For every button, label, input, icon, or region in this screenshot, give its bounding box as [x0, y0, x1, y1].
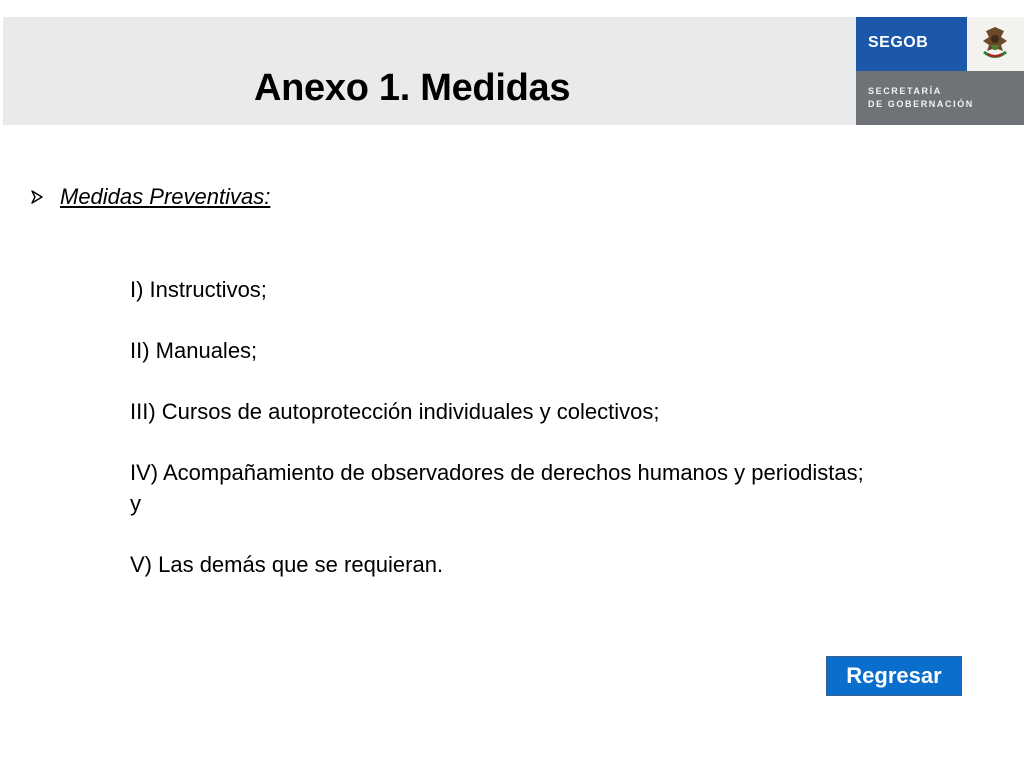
segob-logo-brand: SEGOB [868, 34, 929, 51]
back-button[interactable]: Regresar [826, 656, 962, 696]
logo-gobernacion-line: DE GOBERNACIÓN [868, 99, 974, 109]
section-heading: Medidas Preventivas: [60, 184, 271, 209]
arrow-bullet-icon [30, 190, 44, 204]
mexican-coat-of-arms-icon [974, 22, 1016, 64]
measures-list [130, 274, 870, 610]
section-heading-row [30, 184, 270, 210]
measure-item-4: IV) Acompañamiento de observadores de derechos humanos y periodistas; y [130, 460, 864, 516]
logo-secretaria-line: SECRETARÍA [868, 86, 942, 96]
seal-panel [967, 17, 1024, 71]
measure-item-2: II) Manuales; [130, 338, 258, 363]
measure-item-3: III) Cursos de autoprotección individuales y colectivos; [130, 399, 660, 424]
segob-logo [856, 17, 1024, 125]
measure-item-5: V) Las demás que se requieran. [130, 552, 444, 577]
page-title: Anexo 1. Medidas [254, 67, 571, 109]
segob-logo-blue-panel [856, 17, 967, 71]
measure-item-1: I) Instructivos; [130, 277, 267, 302]
header-band [3, 17, 856, 125]
